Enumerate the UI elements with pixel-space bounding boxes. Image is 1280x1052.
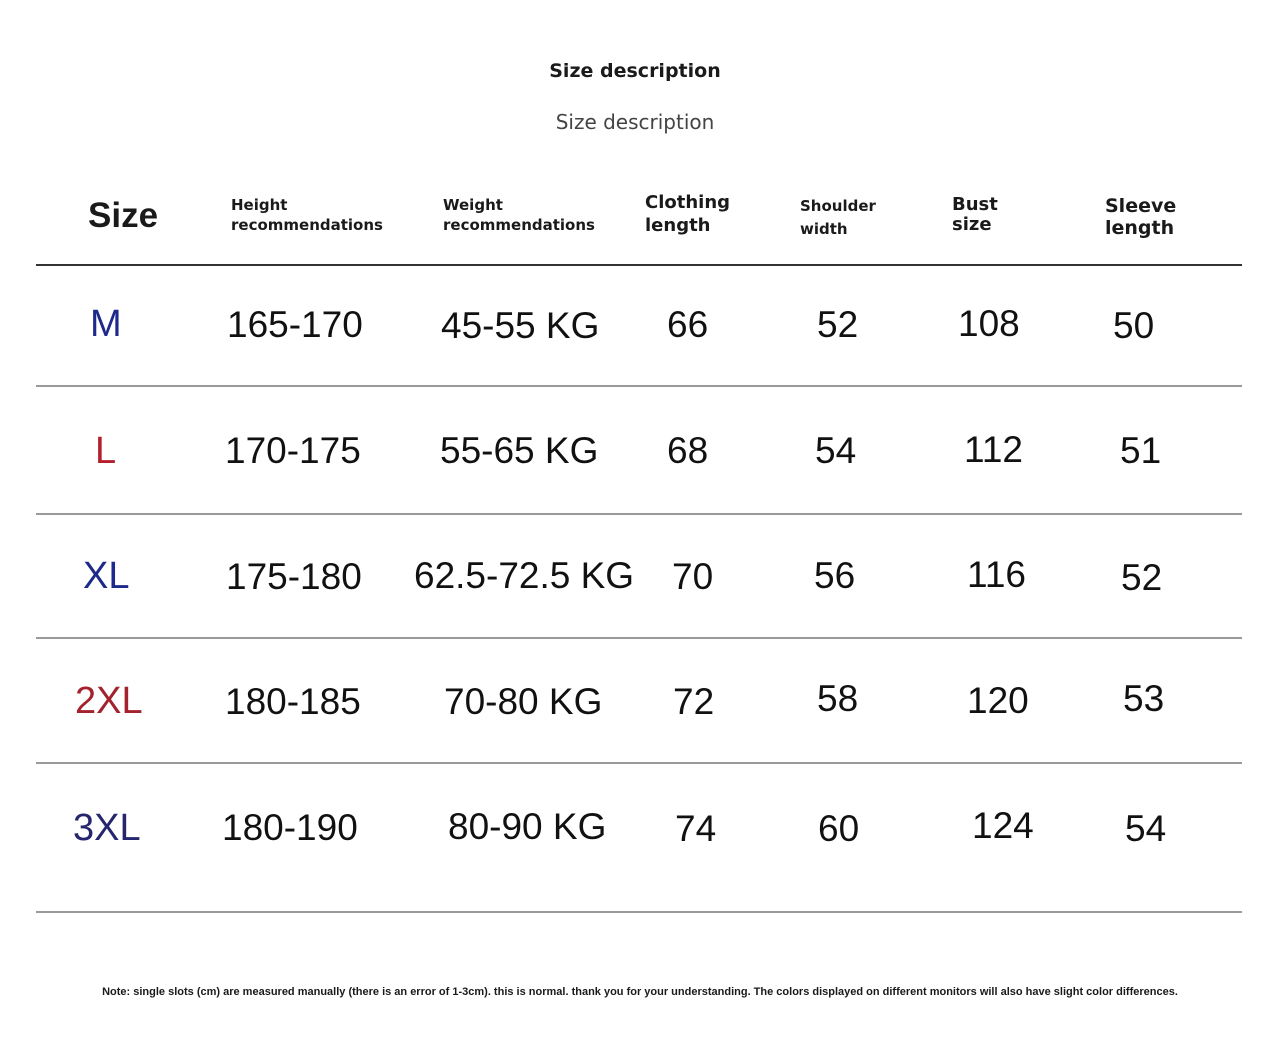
size-label: XL <box>83 555 130 597</box>
clothing-length-value: 66 <box>667 304 709 345</box>
row-divider <box>36 385 1242 387</box>
size-label: L <box>95 430 117 472</box>
weight-value: 70-80 KG <box>444 681 603 722</box>
header-clothing-line1: Clothing <box>645 192 731 213</box>
size-label: M <box>90 303 122 345</box>
header-weight-line1: Weight <box>443 196 503 214</box>
header-height-line2: recommendations <box>231 215 383 234</box>
page-subtitle: Size description <box>555 110 715 134</box>
header-sleeve-line2: length <box>1105 216 1175 239</box>
weight-value: 55-65 KG <box>440 430 599 471</box>
bust-size-value: 120 <box>967 680 1029 721</box>
row-divider <box>36 637 1242 639</box>
shoulder-width-value: 60 <box>818 808 860 849</box>
bust-size-value: 124 <box>972 805 1034 846</box>
header-shoulder-line1: Shoulder <box>800 197 876 215</box>
bust-size-value: 112 <box>964 429 1023 470</box>
header-sleeve-line1: Sleeve <box>1105 195 1177 217</box>
bust-size-value: 108 <box>958 303 1020 344</box>
header-clothing <box>645 191 785 238</box>
header-shoulder <box>800 195 970 242</box>
page-title: Size description <box>549 60 721 82</box>
row-divider <box>36 762 1242 764</box>
shoulder-width-value: 56 <box>814 555 856 596</box>
bust-size-value: 116 <box>967 554 1026 595</box>
shoulder-width-value: 54 <box>815 430 857 471</box>
table-bottom-divider <box>36 911 1242 913</box>
header-divider <box>36 264 1242 266</box>
header-weight-line2: recommendations <box>443 215 595 234</box>
header-clothing-line2: length <box>645 215 711 237</box>
sleeve-length-value: 54 <box>1125 808 1167 849</box>
shoulder-width-value: 58 <box>817 678 859 719</box>
footnote: Note: single slots (cm) are measured manually (there is an error of 1-3cm). this is normal. thank you for your understanding. The colors displayed on different monitors will also have slight color differences. <box>102 986 1178 998</box>
clothing-length-value: 68 <box>667 430 709 471</box>
sleeve-length-value: 53 <box>1123 678 1165 719</box>
sleeve-length-value: 50 <box>1113 305 1155 346</box>
size-label: 2XL <box>75 680 143 722</box>
sleeve-length-value: 51 <box>1120 430 1162 471</box>
height-value: 165-170 <box>227 304 363 345</box>
sleeve-length-value: 52 <box>1121 557 1163 598</box>
header-size: Size <box>88 196 159 235</box>
weight-value: 45-55 KG <box>441 305 600 346</box>
height-value: 180-190 <box>222 807 358 848</box>
header-shoulder-line2: width <box>800 220 848 239</box>
clothing-length-value: 70 <box>672 556 714 597</box>
row-divider <box>36 513 1242 515</box>
clothing-length-value: 74 <box>675 808 717 849</box>
weight-value: 80-90 KG <box>448 806 607 847</box>
header-bust-line2: size <box>952 213 992 235</box>
height-value: 175-180 <box>226 556 362 597</box>
header-bust-line1: Bust <box>952 194 998 215</box>
header-height <box>231 196 401 235</box>
height-value: 180-185 <box>225 681 361 722</box>
size-label: 3XL <box>73 807 141 849</box>
clothing-length-value: 72 <box>673 681 715 722</box>
header-bust <box>952 195 1092 235</box>
header-sleeve <box>1105 196 1245 240</box>
height-value: 170-175 <box>225 430 361 471</box>
weight-value: 62.5-72.5 KG <box>414 555 635 596</box>
header-weight <box>443 196 613 235</box>
shoulder-width-value: 52 <box>817 304 859 345</box>
header-height-line1: Height <box>231 196 288 214</box>
